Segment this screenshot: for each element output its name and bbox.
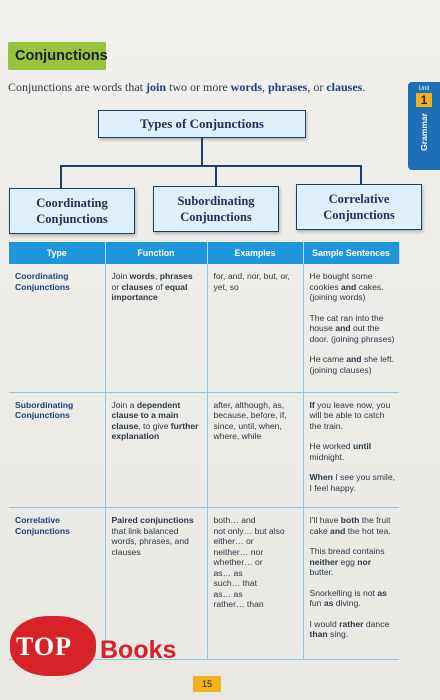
function-text: phrases xyxy=(159,271,193,281)
function-text: that link balanced words, phrases, and clauses xyxy=(111,525,189,557)
function-text: dependent clause to a main clause xyxy=(111,399,181,431)
sentence-text: and xyxy=(335,323,351,333)
sample-sentence xyxy=(310,619,396,640)
diagram-root-box: Types of Conjunctions xyxy=(98,110,306,138)
sentence-text: He bought some cookies xyxy=(309,271,373,292)
diagram-box-correlative: Correlative Conjunctions xyxy=(296,184,422,230)
sentence-text: the hot tea. xyxy=(345,525,391,536)
example-line: as… as xyxy=(213,567,243,578)
example-line: either… or xyxy=(213,536,254,546)
sentences-cell xyxy=(303,508,399,660)
example-line: after, although, as, xyxy=(213,399,285,410)
sample-sentence xyxy=(310,588,396,609)
function-text: or xyxy=(111,281,122,292)
section-heading: Conjunctions xyxy=(8,42,106,70)
sentence-text: dance xyxy=(363,618,390,629)
sentences-cell xyxy=(303,392,399,508)
sentence-text: fun xyxy=(309,598,324,608)
sentence-text: cakes. (joining words) xyxy=(309,281,384,302)
function-cell xyxy=(105,264,207,392)
example-line: such… that xyxy=(213,578,257,588)
function-text: words xyxy=(129,271,155,281)
sentence-text: until xyxy=(352,441,372,451)
type-cell xyxy=(9,392,105,508)
header-function: Function xyxy=(105,242,207,264)
unit-subject: Grammar xyxy=(419,113,429,151)
function-text: , to give xyxy=(138,420,171,431)
table-row xyxy=(9,392,399,508)
conjunctions-table xyxy=(9,242,400,660)
sentence-text: If xyxy=(309,399,315,410)
type-label: Coordinating xyxy=(15,271,69,281)
type-label: Correlative xyxy=(15,515,60,525)
sample-sentence xyxy=(310,313,396,345)
sentence-text: I see you smile, I feel happy. xyxy=(309,472,395,493)
sample-sentence xyxy=(310,441,396,462)
example-line: yet, so xyxy=(213,281,239,292)
sentence-text: you leave now, you will be able to catch the train. xyxy=(309,399,391,431)
sample-sentence xyxy=(310,546,396,578)
example-line: where, while xyxy=(213,431,262,441)
example-line: not only… but also xyxy=(213,525,285,536)
diagram-connector xyxy=(60,165,362,167)
type-cell xyxy=(9,264,105,392)
logo-text-books: Books xyxy=(100,636,177,664)
function-text: Join a xyxy=(111,399,137,410)
sentence-text: as xyxy=(377,587,387,598)
header-type: Type xyxy=(9,242,105,264)
function-text: of xyxy=(153,281,166,292)
sentence-text: than xyxy=(309,629,328,639)
sentence-text: egg xyxy=(338,556,358,567)
type-label: Conjunctions xyxy=(15,410,70,420)
sample-sentence xyxy=(310,271,396,303)
function-text: Paired conjunctions xyxy=(111,515,194,525)
sentence-text: midnight. xyxy=(309,451,345,462)
sentence-text: When xyxy=(309,472,333,482)
sample-sentence xyxy=(310,400,396,432)
unit-number: 1 xyxy=(416,93,432,107)
sentence-text: the fruit cake xyxy=(309,515,391,536)
sentence-text: He worked xyxy=(309,441,353,451)
sentence-text: neither xyxy=(309,556,339,567)
page-number: 15 xyxy=(193,676,221,692)
example-line: both… and xyxy=(213,515,256,525)
sentence-text: out the door. (joining phrases) xyxy=(309,323,395,344)
type-label: Conjunctions xyxy=(15,281,70,292)
diagram-connector xyxy=(60,165,62,188)
sentence-text: Snorkelling is not xyxy=(309,587,378,598)
examples-cell xyxy=(207,264,303,392)
example-line: because, before, if, xyxy=(213,410,287,420)
sample-sentence xyxy=(310,472,396,493)
logo-text-top: TOP xyxy=(16,632,72,661)
sentence-text: diving. xyxy=(333,598,361,608)
sentence-text: He came xyxy=(309,354,347,364)
diagram-connector xyxy=(360,165,362,184)
unit-label: Unit xyxy=(418,86,430,92)
sentence-text: rather xyxy=(339,618,364,629)
example-line: as… as xyxy=(213,588,243,599)
header-examples: Examples xyxy=(207,242,303,264)
sentence-text: butter. xyxy=(309,567,334,577)
sentence-text: she left. (joining clauses) xyxy=(309,354,395,375)
examples-cell xyxy=(207,508,303,660)
function-text: Join xyxy=(111,271,130,281)
header-sample-sentences: Sample Sentences xyxy=(303,242,399,264)
sentences-cell xyxy=(303,264,399,392)
example-line: whether… or xyxy=(213,557,263,567)
unit-tab xyxy=(408,82,440,170)
sentence-text: and xyxy=(346,354,362,364)
intro-paragraph: Conjunctions are words that join two or more words, phrases, or clauses. xyxy=(8,80,366,94)
function-text: clauses xyxy=(121,281,154,292)
examples-cell xyxy=(207,392,303,508)
sentence-text: both xyxy=(340,515,360,525)
sentence-text: sing. xyxy=(327,629,349,639)
example-line: neither… nor xyxy=(213,546,264,557)
sentence-text: This bread contains xyxy=(309,546,385,556)
function-text: , xyxy=(154,271,160,281)
diagram-connector xyxy=(201,138,203,166)
diagram-box-coordinating: Coordinating Conjunctions xyxy=(9,188,135,234)
table-header-row xyxy=(9,242,399,264)
sentence-text: I would xyxy=(309,618,340,629)
topbooks-watermark-logo xyxy=(10,610,190,682)
table-row xyxy=(9,264,399,392)
sentence-text: and xyxy=(330,525,346,536)
sentence-text: I'll have xyxy=(309,515,341,525)
function-text: further explanation xyxy=(111,420,199,441)
sentence-text: The cat ran into the house xyxy=(309,312,384,333)
sample-sentence xyxy=(310,354,396,375)
sentence-text: as xyxy=(323,598,334,608)
sample-sentence xyxy=(310,515,396,536)
example-line: rather… than xyxy=(213,599,264,609)
sentence-text: nor xyxy=(357,556,372,567)
type-label: Subordinating xyxy=(15,399,74,410)
function-cell xyxy=(105,392,207,508)
sentence-text: and xyxy=(341,281,357,292)
diagram-box-subordinating: Subordinating Conjunctions xyxy=(153,186,279,232)
function-text: equal importance xyxy=(111,281,188,302)
diagram-connector xyxy=(215,165,217,186)
example-line: since, until, when, xyxy=(213,420,282,431)
example-line: for, and, nor, but, or, xyxy=(213,271,290,281)
type-label: Conjunctions xyxy=(15,525,70,536)
